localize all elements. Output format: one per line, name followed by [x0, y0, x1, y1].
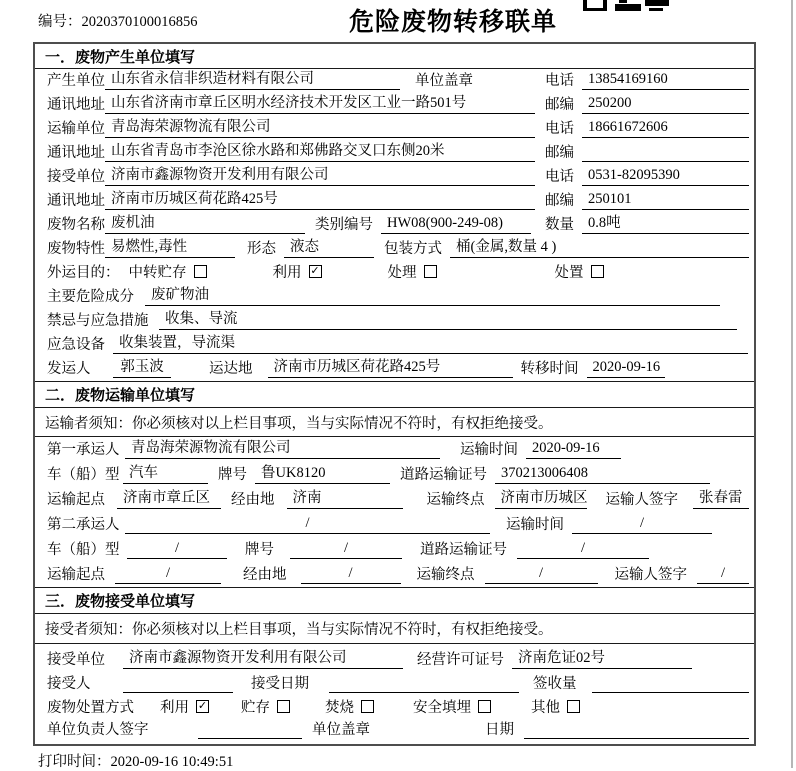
waste-property-label: 废物特性 [47, 241, 105, 257]
hazard-component-label: 主要危险成分 [47, 289, 134, 305]
receiver-address-value: 济南市历城区荷花路425号 [105, 187, 535, 210]
quantity-value: 0.8吨 [582, 211, 749, 234]
waste-property-value: 易燃性,毒性 [105, 235, 235, 258]
row-transporter [35, 117, 754, 141]
origin1-value: 济南市章丘区 [117, 486, 221, 509]
via2-label: 经由地 [243, 567, 287, 583]
doc-number [38, 10, 198, 31]
disposal-landfill-checkbox [478, 700, 491, 713]
disposal-option-landfill [413, 696, 491, 717]
producer-phone-value: 13854169160 [582, 71, 749, 90]
purpose-dispose-label: 处置 [554, 265, 584, 281]
transporter-label: 运输单位 [47, 121, 105, 137]
disposal-utilize-checkbox [196, 700, 209, 713]
row-second-carrier [35, 512, 754, 537]
hazard-component-value: 废矿物油 [145, 283, 720, 306]
unit-seal2-label: 单位盖章 [312, 722, 370, 738]
form-state-value: 液态 [284, 235, 374, 258]
taboo-measures-label: 禁忌与应急措施 [47, 313, 149, 329]
purpose-utilize-checkbox [309, 265, 322, 278]
vehicle-type1-value: 汽车 [123, 461, 208, 484]
endpoint2-value: / [485, 565, 598, 584]
transporter-address-value: 山东省青岛市李沧区徐水路和郑佛路交叉口东侧20米 [105, 139, 535, 162]
emergency-equipment-label: 应急设备 [47, 337, 105, 353]
checkmark: ✓ [310, 263, 320, 277]
responsible-sign-label: 单位负责人签字 [47, 722, 149, 738]
destination-value: 济南市历城区荷花路425号 [268, 355, 513, 378]
row-shipper [35, 357, 754, 381]
via2-value: / [301, 565, 401, 584]
unit-seal-label: 单位盖章 [415, 73, 473, 89]
row-waste-name [35, 213, 754, 237]
print-time-label: 打印时间： [38, 754, 111, 770]
shipper-value: 郭玉波 [113, 355, 171, 378]
checkmark: ✓ [197, 698, 208, 712]
origin2-value: / [115, 565, 221, 584]
transporter-zip-label: 邮编 [545, 145, 574, 161]
packing-label: 包装方式 [384, 241, 442, 257]
row-vehicle2 [35, 537, 754, 562]
row-transfer-purpose [35, 261, 754, 285]
row-transporter-address [35, 141, 754, 165]
packing-value: 桶(金属,数量 4 ) [450, 235, 749, 258]
producer-phone-label: 电话 [545, 73, 574, 89]
producer-address-value: 山东省济南市章丘区明水经济技术开发区工业一路501号 [105, 91, 535, 114]
date-label: 日期 [485, 722, 514, 738]
receiver-address-label: 通讯地址 [47, 193, 105, 209]
carrier-sign2-label: 运输人签字 [614, 567, 687, 583]
transport-time2-value: / [572, 515, 712, 534]
received-amount-label: 签收量 [533, 676, 577, 692]
accept-date-label: 接受日期 [251, 676, 309, 692]
quantity-label: 数量 [545, 217, 574, 233]
second-carrier-label: 第二承运人 [47, 517, 120, 533]
purpose-treat-checkbox [424, 265, 437, 278]
receiver-label: 接受单位 [47, 169, 105, 185]
row-producer [35, 69, 754, 93]
receiver-phone-value: 0531-82095390 [582, 167, 749, 186]
road-permit1-label: 道路运输证号 [400, 467, 487, 483]
disposal-other-label: 其他 [531, 700, 560, 716]
via1-value: 济南 [287, 486, 403, 509]
row-route1 [35, 487, 754, 512]
purpose-storage-checkbox [194, 265, 207, 278]
transfer-purpose-label: 外运目的： [47, 265, 120, 281]
road-permit2-value: / [517, 540, 649, 559]
transfer-time-value: 2020-09-16 [587, 359, 665, 378]
waste-name-value: 废机油 [105, 211, 305, 234]
section3-title: 三．废物接受单位填写 [35, 587, 754, 614]
qr-code-fragment [583, 0, 669, 11]
row-emergency-equipment [35, 333, 754, 357]
carrier-sign1-value: 张春雷 [693, 486, 749, 509]
second-carrier-value: / [125, 515, 490, 534]
plate2-label: 牌号 [245, 542, 274, 558]
transporter-value: 青岛海荣源物流有限公司 [105, 115, 535, 138]
transporter-phone-label: 电话 [545, 121, 574, 137]
origin1-label: 运输起点 [47, 492, 105, 508]
row-vehicle1 [35, 462, 754, 487]
date-value [524, 737, 749, 739]
responsible-sign-value [198, 737, 302, 739]
category-code-value: HW08(900-249-08) [381, 215, 531, 234]
transporter-address-label: 通讯地址 [47, 145, 105, 161]
row-taboo-measures [35, 309, 754, 333]
accept-date-value [329, 691, 519, 693]
disposal-option-other [531, 696, 580, 717]
road-permit1-value: 370213006408 [495, 465, 710, 484]
disposal-method-label: 废物处置方式 [47, 700, 134, 716]
row-recipient [35, 672, 754, 696]
recipient-label: 接受人 [47, 676, 91, 692]
plate1-label: 牌号 [218, 467, 247, 483]
category-code-label: 类别编号 [315, 217, 373, 233]
disposal-other-checkbox [567, 700, 580, 713]
row-disposal-method [35, 696, 754, 720]
accept-unit-value: 济南市鑫源物资开发利用有限公司 [123, 646, 403, 669]
endpoint1-value: 济南市历城区 [495, 486, 587, 509]
disposal-option-incinerate [325, 696, 374, 717]
vehicle-type1-label: 车（船）型 [47, 467, 120, 483]
disposal-incinerate-label: 焚烧 [325, 700, 354, 716]
carrier-sign2-value: / [697, 565, 749, 584]
vehicle-type2-value: / [127, 540, 227, 559]
transfer-time-label: 转移时间 [520, 361, 579, 377]
road-permit2-label: 道路运输证号 [420, 542, 507, 558]
transporter-phone-value: 18661672606 [582, 119, 749, 138]
window-edge-line [791, 0, 793, 768]
transport-time2-label: 运输时间 [506, 517, 564, 533]
section2-notice: 运输者须知：你必须核对以上栏目事项，当与实际情况不符时，有权拒绝接受。 [35, 408, 754, 437]
doc-number-label: 编号： [38, 14, 82, 30]
purpose-utilize-label: 利用 [272, 265, 302, 281]
row-accept-unit [35, 644, 754, 672]
purpose-dispose-checkbox [591, 265, 604, 278]
plate1-value: 鲁UK8120 [255, 461, 390, 484]
row-receiver-address [35, 189, 754, 213]
form-state-label: 形态 [247, 241, 276, 257]
accept-unit-label: 接受单位 [47, 652, 105, 668]
license-value: 济南危证02号 [512, 646, 692, 669]
producer-value: 山东省永信非织造材料有限公司 [105, 67, 400, 90]
receiver-phone-label: 电话 [545, 169, 574, 185]
transporter-zip-value [582, 160, 749, 162]
shipper-label: 发运人 [47, 361, 91, 377]
section1-title: 一．废物产生单位填写 [35, 44, 754, 69]
disposal-landfill-label: 安全填埋 [413, 700, 471, 716]
first-carrier-value: 青岛海荣源物流有限公司 [125, 436, 440, 459]
producer-address-label: 通讯地址 [47, 97, 105, 113]
print-time-value: 2020-09-16 10:49:51 [110, 754, 234, 770]
disposal-incinerate-checkbox [361, 700, 374, 713]
producer-zip-label: 邮编 [545, 97, 574, 113]
disposal-storage-checkbox [277, 700, 290, 713]
received-amount-value [592, 691, 750, 693]
page-title: 危险废物转移联单 [348, 9, 557, 36]
disposal-storage-label: 贮存 [241, 700, 270, 716]
receiver-value: 济南市鑫源物资开发利用有限公司 [105, 163, 535, 186]
disposal-option-storage [241, 696, 290, 717]
producer-label: 产生单位 [47, 73, 105, 89]
recipient-value [123, 691, 233, 693]
section3-notice: 接受者须知：你必须核对以上栏目事项，当与实际情况不符时，有权拒绝接受。 [35, 614, 754, 644]
row-waste-property [35, 237, 754, 261]
section2-title: 二．废物运输单位填写 [35, 381, 754, 408]
purpose-option-dispose [555, 261, 604, 282]
via1-label: 经由地 [231, 492, 275, 508]
vehicle-type2-label: 车（船）型 [47, 542, 120, 558]
disposal-option-utilize [160, 696, 209, 717]
waste-name-label: 废物名称 [47, 217, 105, 233]
endpoint2-label: 运输终点 [416, 567, 475, 583]
taboo-measures-value: 收集、导流 [159, 307, 737, 330]
origin2-label: 运输起点 [47, 567, 105, 583]
row-producer-address [35, 93, 754, 117]
endpoint1-label: 运输终点 [426, 492, 485, 508]
license-label: 经营许可证号 [417, 652, 504, 668]
manifest-form [33, 42, 756, 746]
plate2-value: / [290, 540, 402, 559]
emergency-equipment-value: 收集装置，导流渠 [113, 331, 748, 354]
purpose-option-storage [129, 261, 207, 282]
destination-label: 运达地 [209, 361, 253, 377]
disposal-utilize-label: 利用 [160, 700, 189, 716]
purpose-option-utilize [273, 261, 322, 282]
first-carrier-label: 第一承运人 [47, 442, 120, 458]
receiver-zip-value: 250101 [582, 191, 749, 210]
row-responsible-sign [35, 720, 754, 741]
row-receiver [35, 165, 754, 189]
receiver-zip-label: 邮编 [545, 193, 574, 209]
purpose-option-treat [388, 261, 437, 282]
row-hazard-component [35, 285, 754, 309]
producer-zip-value: 250200 [582, 95, 749, 114]
row-route2 [35, 562, 754, 587]
purpose-treat-label: 处理 [387, 265, 417, 281]
transport-time1-label: 运输时间 [460, 442, 518, 458]
transport-time1-value: 2020-09-16 [526, 440, 621, 459]
row-first-carrier [35, 437, 754, 462]
doc-number-value: 2020370100016856 [81, 14, 198, 30]
carrier-sign1-label: 运输人签字 [605, 492, 678, 508]
purpose-storage-label: 中转贮存 [128, 265, 187, 281]
